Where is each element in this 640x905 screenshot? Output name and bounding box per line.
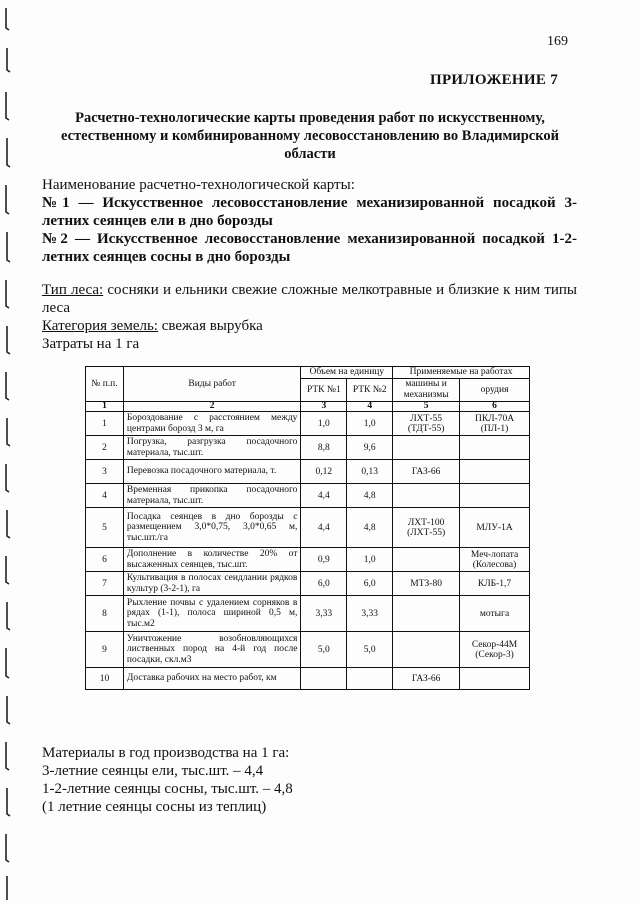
rtk1-value: 8,8 bbox=[301, 436, 347, 460]
row-number: 5 bbox=[86, 508, 124, 548]
header-rtk1: РТК №1 bbox=[301, 379, 347, 402]
row-number: 8 bbox=[86, 596, 124, 632]
rtk2-value: 4,8 bbox=[347, 508, 393, 548]
materials-line: (1 летние сеянцы сосны из теплиц) bbox=[42, 799, 267, 815]
column-number: 1 bbox=[86, 402, 124, 412]
rtk1-value: 1,0 bbox=[301, 412, 347, 436]
card-name-section bbox=[42, 176, 577, 266]
tools-value: Секор-44М (Секор-3) bbox=[460, 632, 530, 668]
materials-section bbox=[42, 744, 577, 816]
tools-value: КЛБ-1,7 bbox=[460, 572, 530, 596]
machines-value: ЛХТ-100 (ЛХТ-55) bbox=[393, 508, 460, 548]
materials-line: 3-летние сеянцы ели, тыс.шт. – 4,4 bbox=[42, 763, 264, 779]
tools-value: ПКЛ-70А (ПЛ-1) bbox=[460, 412, 530, 436]
machines-value bbox=[393, 484, 460, 508]
table-row bbox=[86, 548, 530, 572]
works-table-wrap bbox=[85, 366, 530, 690]
machines-value: ГАЗ-66 bbox=[393, 668, 460, 690]
table-row bbox=[86, 668, 530, 690]
work-description: Посадка сеянцев в дно борозды с размещением 3,0*0,75, 3,0*0,65 м, тыс.шт./га bbox=[123, 508, 301, 548]
table-row bbox=[86, 412, 530, 436]
land-category bbox=[42, 317, 577, 335]
card-name-label: Наименование расчетно-технологической карты: bbox=[42, 177, 355, 193]
table-row bbox=[86, 632, 530, 668]
tools-value bbox=[460, 460, 530, 484]
rtk2-value: 0,13 bbox=[347, 460, 393, 484]
table-row bbox=[86, 508, 530, 548]
rtk1-value: 4,4 bbox=[301, 508, 347, 548]
machines-value: МТЗ-80 bbox=[393, 572, 460, 596]
rtk1-value: 0,12 bbox=[301, 460, 347, 484]
work-description: Уничтожение возобновляющихся лиственных пород на 4-й год после посадки, скл.м3 bbox=[123, 632, 301, 668]
header-tools: орудия bbox=[460, 379, 530, 402]
table-row bbox=[86, 596, 530, 632]
materials-line: 1-2-летние сеянцы сосны, тыс.шт. – 4,8 bbox=[42, 781, 293, 797]
forest-section bbox=[42, 281, 577, 353]
row-number: 1 bbox=[86, 412, 124, 436]
header-volume: Объем на единицу bbox=[301, 367, 393, 379]
work-description: Культивация в полосах сеидлании рядков культур (3-2-1), га bbox=[123, 572, 301, 596]
rtk2-value: 3,33 bbox=[347, 596, 393, 632]
machines-value bbox=[393, 436, 460, 460]
column-number-row bbox=[86, 402, 530, 412]
header-work: Виды работ bbox=[123, 367, 301, 402]
appendix-label: ПРИЛОЖЕНИЕ 7 bbox=[430, 72, 558, 88]
header-applied: Применяемые на работах bbox=[393, 367, 530, 379]
column-number: 4 bbox=[347, 402, 393, 412]
row-number: 9 bbox=[86, 632, 124, 668]
works-table bbox=[85, 366, 530, 690]
card-item-2: №2 — Искусственное лесовосстановление механизированной посадкой 1-2-летних сеянцев сосны в дно борозды bbox=[42, 231, 577, 265]
rtk1-value: 6,0 bbox=[301, 572, 347, 596]
machines-value bbox=[393, 548, 460, 572]
rtk2-value: 5,0 bbox=[347, 632, 393, 668]
rtk1-value bbox=[301, 668, 347, 690]
document-title: Расчетно-технологические карты проведения работ по искусственному, естественному и комбинированному лесовосстановлению во Владимирской области bbox=[60, 110, 559, 162]
table-row bbox=[86, 460, 530, 484]
costs-label: Затраты на 1 га bbox=[42, 336, 140, 352]
land-category-value: свежая вырубка bbox=[161, 318, 263, 334]
rtk2-value: 1,0 bbox=[347, 412, 393, 436]
table-row bbox=[86, 572, 530, 596]
tools-value: мотыга bbox=[460, 596, 530, 632]
tools-value: Меч-лопата (Колесова) bbox=[460, 548, 530, 572]
row-number: 6 bbox=[86, 548, 124, 572]
rtk2-value: 6,0 bbox=[347, 572, 393, 596]
page-number: 169 bbox=[547, 34, 568, 49]
work-description: Рыхление почвы с удалением сорняков в рядах (1-1), полоса шириной 0,5 м, тыс.м2 bbox=[123, 596, 301, 632]
header-machines: машины и механизмы bbox=[393, 379, 460, 402]
row-number: 3 bbox=[86, 460, 124, 484]
rtk1-value: 0,9 bbox=[301, 548, 347, 572]
work-description: Погрузка, разгрузка посадочного материала, тыс.шт. bbox=[123, 436, 301, 460]
row-number: 4 bbox=[86, 484, 124, 508]
rtk2-value bbox=[347, 668, 393, 690]
work-description: Временная прикопка посадочного материала, тыс.шт. bbox=[123, 484, 301, 508]
work-description: Бороздование с расстоянием между центрами борозд 3 м, га bbox=[123, 412, 301, 436]
rtk1-value: 4,4 bbox=[301, 484, 347, 508]
work-description: Доставка рабочих на место работ, км bbox=[123, 668, 301, 690]
tools-value: МЛУ-1А bbox=[460, 508, 530, 548]
forest-type-value: сосняки и ельники свежие сложные мелкотравные и близкие к ним типы леса bbox=[42, 282, 578, 316]
binding-marks bbox=[0, 0, 14, 905]
machines-value bbox=[393, 596, 460, 632]
machines-value bbox=[393, 632, 460, 668]
tools-value bbox=[460, 436, 530, 460]
materials-heading: Материалы в год производства на 1 га: bbox=[42, 745, 290, 761]
column-number: 5 bbox=[393, 402, 460, 412]
card-item-1: №1 — Искусственное лесовосстановление механизированной посадкой 3-летних сеянцев ели в дно борозды bbox=[42, 195, 577, 229]
header-num: № п.п. bbox=[86, 367, 124, 402]
tools-value bbox=[460, 668, 530, 690]
forest-type-label: Тип леса: bbox=[42, 282, 104, 298]
table-row bbox=[86, 484, 530, 508]
machines-value: ГАЗ-66 bbox=[393, 460, 460, 484]
work-description: Дополнение в количестве 20% от высаженных сеянцев, тыс.шт. bbox=[123, 548, 301, 572]
rtk1-value: 3,33 bbox=[301, 596, 347, 632]
row-number: 10 bbox=[86, 668, 124, 690]
row-number: 7 bbox=[86, 572, 124, 596]
header-rtk2: РТК №2 bbox=[347, 379, 393, 402]
land-category-label: Категория земель: bbox=[42, 318, 158, 334]
table-row bbox=[86, 436, 530, 460]
tools-value bbox=[460, 484, 530, 508]
rtk2-value: 4,8 bbox=[347, 484, 393, 508]
forest-type bbox=[42, 281, 577, 317]
column-number: 3 bbox=[301, 402, 347, 412]
row-number: 2 bbox=[86, 436, 124, 460]
machines-value: ЛХТ-55 (ТДТ-55) bbox=[393, 412, 460, 436]
column-number: 6 bbox=[460, 402, 530, 412]
column-number: 2 bbox=[123, 402, 301, 412]
rtk2-value: 1,0 bbox=[347, 548, 393, 572]
rtk2-value: 9,6 bbox=[347, 436, 393, 460]
rtk1-value: 5,0 bbox=[301, 632, 347, 668]
work-description: Перевозка посадочного материала, т. bbox=[123, 460, 301, 484]
